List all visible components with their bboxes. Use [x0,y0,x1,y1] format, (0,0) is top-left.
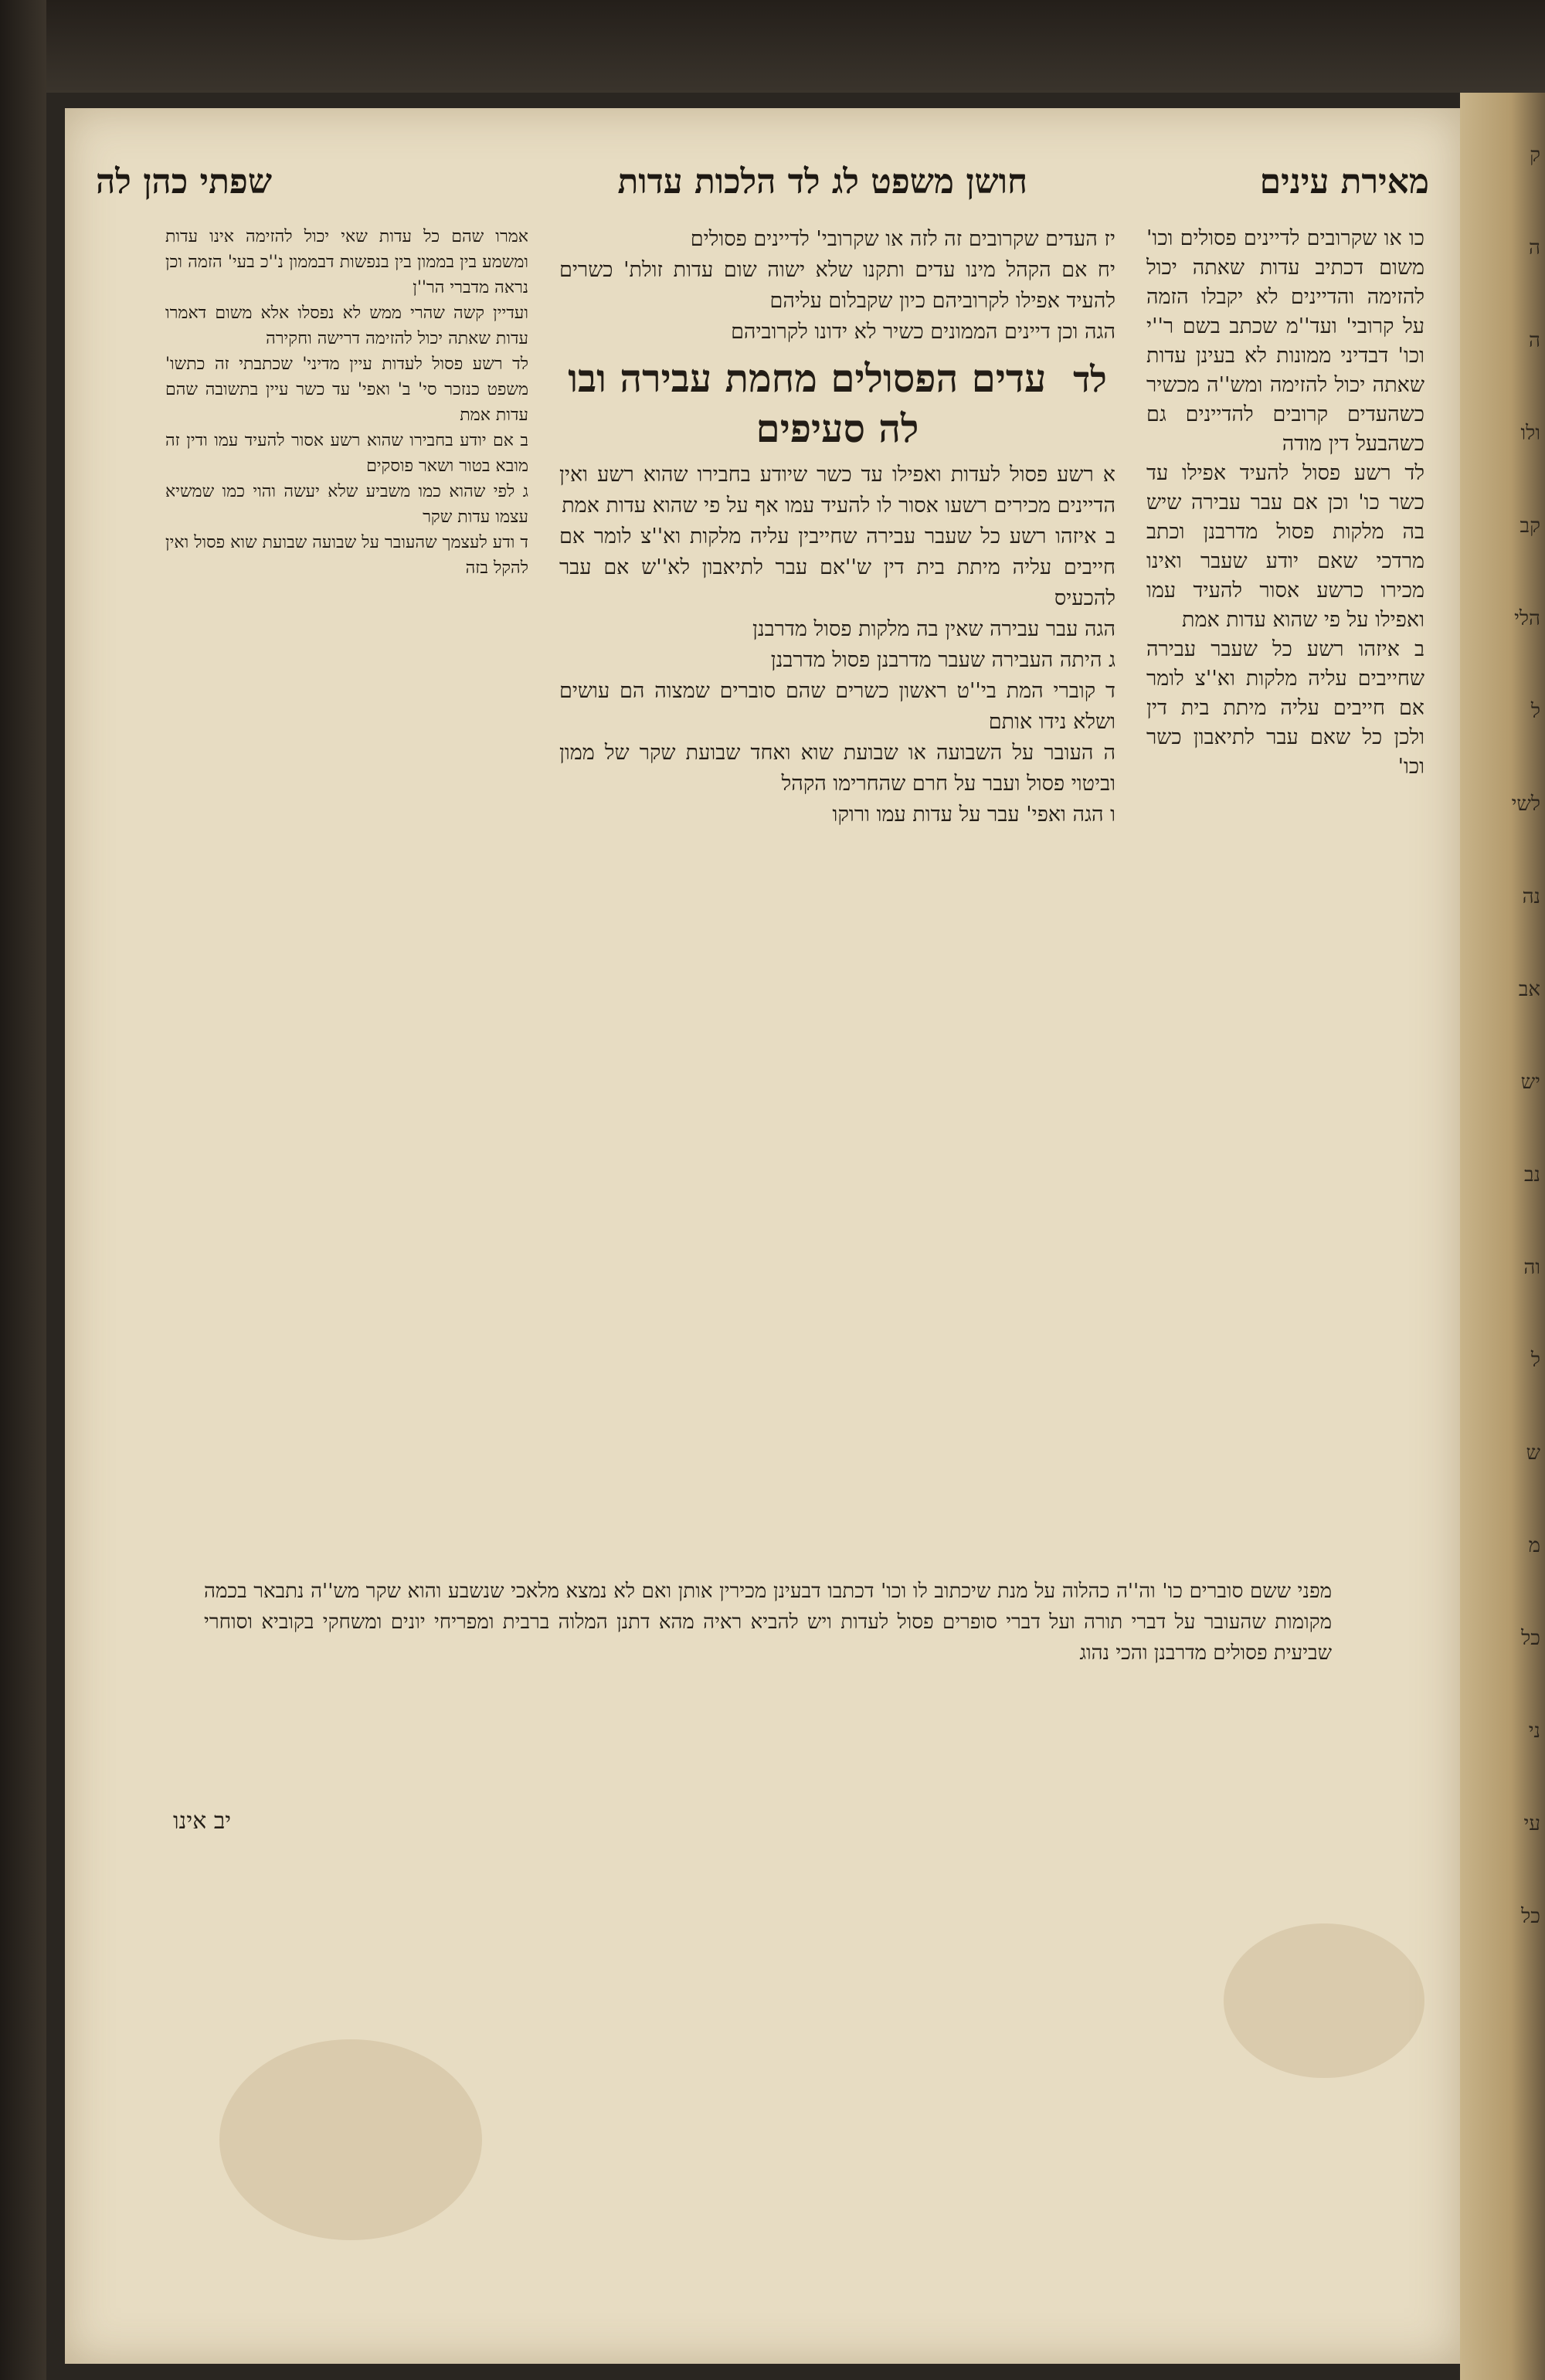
main-paragraph: יח אם הקהל מינו עדים ותקנו שלא ישוה שום עדות זולת' כשרים להעיד אפילו לקרוביהם כיון שקבלום עליהם [559,258,1115,313]
facing-page-fragment: ש [1526,1441,1540,1465]
facing-page-edge [1460,93,1545,2380]
commentary-paragraph: לד רשע פסול לעדות עיין מדיני' שכתבתי זה כתשו' משפט כנזכר סי' ב' ואפי' עד כשר עיין בתשובה שהם עדות אמת [165,355,528,425]
section-heading [559,354,1115,453]
facing-page-fragment: ק [1530,144,1540,167]
commentary-paragraph: ועדיין קשה שהרי ממש לא נפסלו אלא משום דאמרו עדות שאתה יכול להזימה דרישה וחקירה [165,304,528,348]
commentary-paragraph: ג לפי שהוא כמו משביע שלא יעשה והוי כמו שמשיא עצמו עדות שקר [165,482,528,527]
commentary-paragraph: אמרו שהם כל עדות שאי יכול להזימה אינו עדות ומשמע בין בממון בין בנפשות דבממון נ''כ בעי' הזמה וכן נראה מדברי הר''ן [165,227,528,297]
facing-page-fragment: ני [1528,1720,1540,1743]
main-paragraph: א רשע פסול לעדות ואפילו עד כשר שיודע בחבירו שהוא רשע ואין הדיינים מכירים רשעו אסור לו להעיד עמו אף על פי שהוא עדות אמת [559,463,1115,518]
main-paragraph: ו הגה ואפי' עבר על עדות עמו ורוקו [832,803,1115,827]
main-paragraph: הגה וכן דיינים הממונים כשיר לא ידונו לקרוביהם [731,320,1115,344]
facing-page-fragment: הלי [1514,607,1540,630]
background-top [0,0,1545,93]
paper-stain [1224,1923,1424,2078]
book-spine [0,0,46,2380]
bottom-commentary-block [204,1576,1332,1777]
page-header [65,162,1460,216]
main-paragraph: ב איזהו רשע כל שעבר עבירה שחייבין עליה מלקות וא''צ לומר אם חייבים עליה מיתת בית דין ש''אם עבר לתיאבון לא''ש אם עבר להכעיס [559,525,1115,610]
facing-page-fragment: ל [1530,700,1540,723]
facing-page-fragment: כל [1521,1627,1540,1650]
left-commentary-column [165,224,528,1692]
facing-page-fragment: קב [1520,514,1540,538]
catchword: יב אינו [173,1808,232,1835]
header-left: שפתי כהן לה [96,162,273,202]
header-right: מאירת עינים [1259,162,1429,202]
commentary-paragraph: ב איזהו רשע כל שעבר עבירה שחייבים עליה מלקות וא''צ לומר אם חייבים עליה מיתת בית דין ולכן כל שאם עבר לתיאבון כשר וכו' [1146,637,1424,779]
facing-page-fragment: נה [1522,885,1540,908]
main-paragraph: הגה עבר עבירה שאין בה מלקות פסול מדרבנן [752,617,1115,641]
main-text-column [559,224,1115,1553]
main-paragraph: ג היתה העבירה שעבר מדרבנן פסול מדרבנן [770,648,1115,672]
bottom-paragraph: מפני ששם סוברים כו' וה''ה כהלוה על מנת שיכתוב לו וכו' דכתבו דבעינן מכירין אותן ואם לא נמצא מלאכי שנשבע והוא שקר מש''ה נתבאר בכמה מקומות שהעובר על דברי תורה ועל דברי סופרים פסול לעדות ויש להביא ראיה מהא דתנן המלוה ברבית ומפריחי יונים ומשחקי בקוביא וסוחרי שביעית פסולים מדרבנן והכי נהוג [204,1580,1332,1665]
commentary-paragraph: ב אם יודע בחבירו שהוא רשע אסור להעיד עמו ודין זה מובא בטור ושאר פוסקים [165,431,528,476]
commentary-paragraph: לד רשע פסול להעיד אפילו עד כשר כו' וכן אם עבר עבירה שיש בה מלקות פסול מדרבנן וכתב מרדכי שאם יודע שעבר ואינו מכירו כרשע אסור להעיד עמו ואפילו על פי שהוא עדות אמת [1146,461,1424,632]
section-title: עדים הפסולים מחמת עבירה ובו לה סעיפים [568,355,1047,451]
facing-page-fragment: אב [1518,978,1540,1001]
facing-page-fragment: ל [1530,1349,1540,1372]
facing-page-fragment: מ [1528,1534,1540,1557]
main-paragraph: ה העובר על השבועה או שבועת שוא ואחד שבועת שקר של ממון וביטוי פסול ועבר על חרם שהחרימו הקהל [559,741,1115,796]
facing-page-fragment: יש [1520,1071,1540,1094]
facing-page-fragment: נב [1524,1163,1540,1187]
commentary-paragraph: ד ודע לעצמך שהעובר על שבועה שבועת שוא פסול ואין להקל בזה [165,533,528,578]
main-paragraph: יז העדים שקרובים זה לזה או שקרובי' לדיינים פסולים [690,227,1115,251]
facing-page-fragment: וה [1523,1256,1540,1279]
right-commentary-column [1146,224,1424,1692]
header-center: חושן משפט לג לד הלכות עדות [617,162,1027,202]
facing-page-fragment: עי [1523,1812,1540,1835]
facing-page-fragment: כל [1521,1905,1540,1928]
main-paragraph: ד קוברי המת בי''ט ראשון כשרים שהם סוברים שמצוה הם עושים ושלא נידו אותם [559,679,1115,734]
facing-page-fragment: ה [1529,236,1540,260]
book-page [65,108,1460,2364]
facing-page-fragment: ה [1529,329,1540,352]
facing-page-fragment: ולו [1520,422,1540,445]
commentary-paragraph: כו או שקרובים לדיינים פסולים וכו' משום דכתיב עדות שאתה יכול להזימה והדיינים לא יקבלו הזמה על קרובי' ועד''מ שכתב בשם ר''י וכו' דבדיני ממונות לא בעינן עדות שאתה יכול להזימה ומש''ה מכשיר כשהעדים קרובים להדיינים גם כשהבעל דין מודה [1146,226,1424,456]
paper-stain [219,2039,482,2240]
siman-number: לד [1073,358,1107,400]
facing-page-fragment: לשי [1511,793,1540,816]
